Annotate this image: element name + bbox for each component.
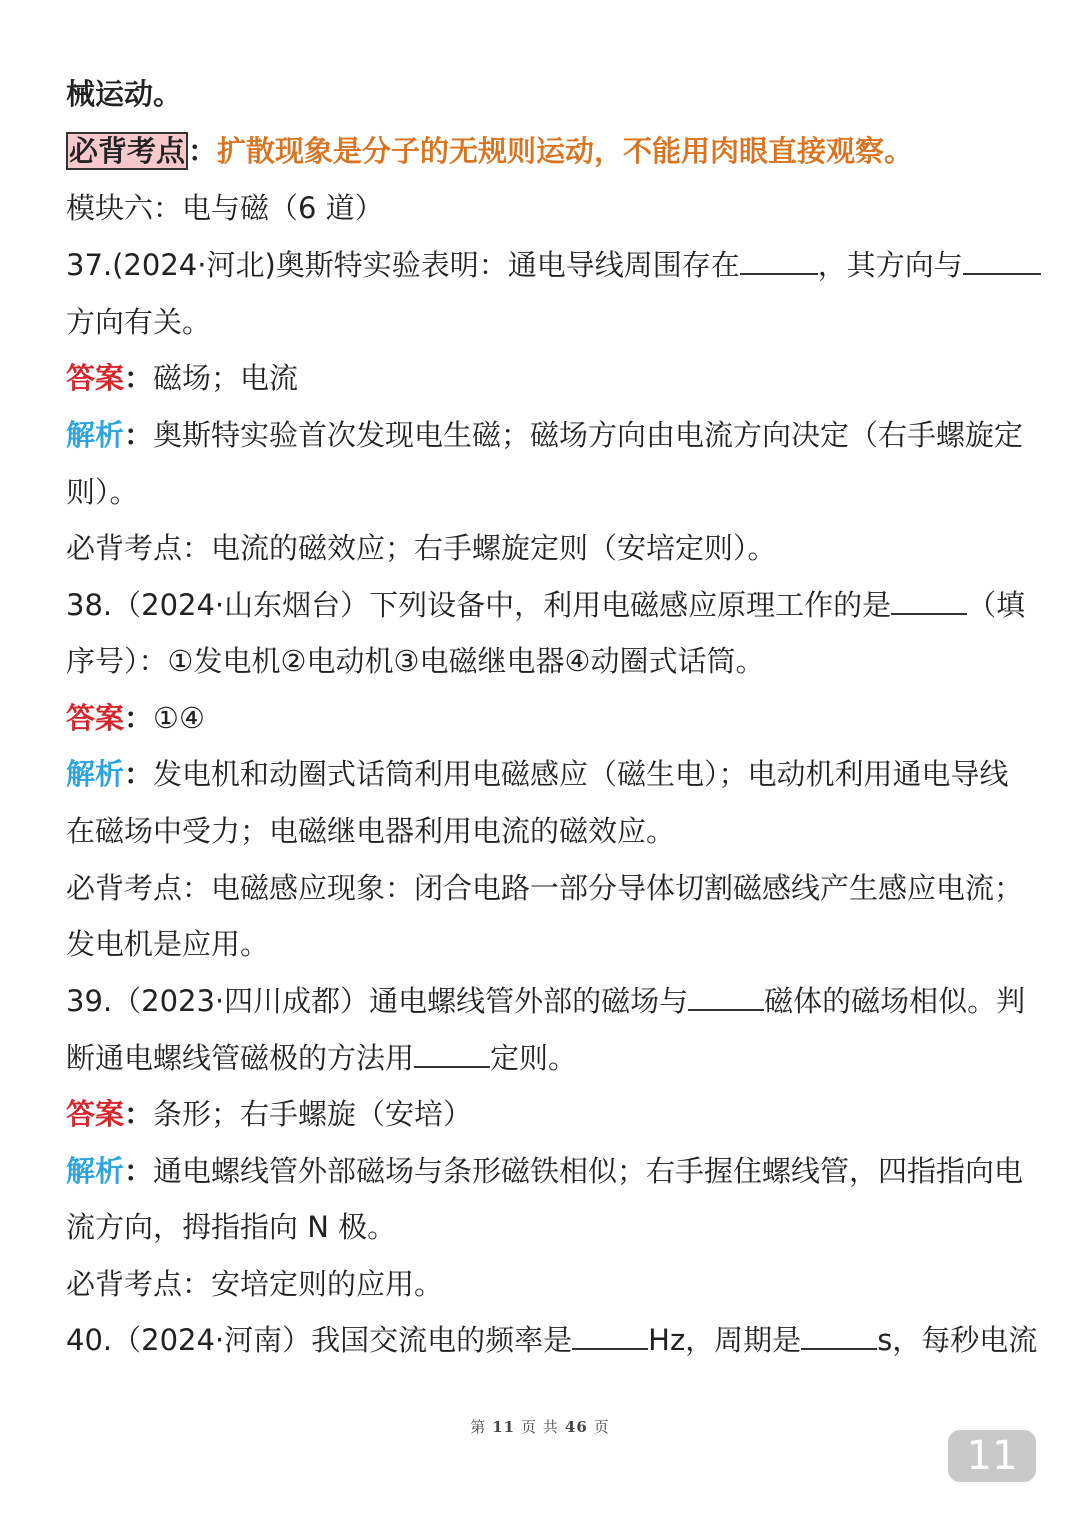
key-point-39: 必背考点：安培定则的应用。 <box>66 1267 444 1301</box>
explanation-39: 解析：通电螺线管外部磁场与条形磁铁相似；右手握住螺线管，四指指向电 <box>66 1154 1024 1188</box>
answer-blank <box>740 247 818 275</box>
answer-39: 答案：条形；右手螺旋（安培） <box>66 1097 473 1131</box>
text-line: 械运动。 <box>66 77 183 111</box>
question-39: 39.（2023·四川成都）通电螺线管外部的磁场与 磁体的磁场相似。判 <box>66 984 1026 1018</box>
page-footer: 第 11 页 共 46 页 <box>470 1418 610 1436</box>
key-point-line: 必背考点 ：扩散现象是分子的无规则运动，不能用肉眼直接观察。 <box>66 131 1016 171</box>
answer-blank <box>801 1322 877 1350</box>
answer-blank <box>963 247 1041 275</box>
answer-blank <box>688 983 764 1011</box>
answer-38: 答案：①④ <box>66 701 206 735</box>
answer-blank <box>891 587 967 615</box>
explanation-37: 解析：奥斯特实验首次发现电生磁；磁场方向由电流方向决定（右手螺旋定 <box>66 418 1024 452</box>
answer-37: 答案：磁场；电流 <box>66 361 299 395</box>
question-39-cont: 断通电螺线管磁极的方法用 定则。 <box>66 1041 578 1075</box>
explanation-37-cont: 则）。 <box>66 475 139 509</box>
key-point-38-cont: 发电机是应用。 <box>66 927 270 961</box>
question-38-cont: 序号）：①发电机②电动机③电磁继电器④动圈式话筒。 <box>66 644 765 678</box>
question-37-cont: 方向有关。 <box>66 305 212 339</box>
answer-blank <box>572 1322 648 1350</box>
key-point-label: 必背考点 <box>66 132 188 170</box>
explanation-39-cont: 流方向，拇指指向 N 极。 <box>66 1210 397 1244</box>
explanation-38-cont: 在磁场中受力；电磁继电器利用电流的磁效应。 <box>66 814 676 848</box>
page-number-badge: 11 <box>948 1430 1036 1482</box>
explanation-38: 解析：发电机和动圈式话筒利用电磁感应（磁生电）；电动机利用通电导线 <box>66 757 1009 791</box>
module-heading: 模块六：电与磁（6 道） <box>66 191 384 225</box>
question-37: 37.(2024·河北)奥斯特实验表明：通电导线周围存在 ，其方向与 <box>66 245 1016 285</box>
key-point-38: 必背考点：电磁感应现象：闭合电路一部分导体切割磁感线产生感应电流； <box>66 871 1024 905</box>
answer-blank <box>414 1040 490 1068</box>
question-40: 40.（2024·河南）我国交流电的频率是 Hz，周期是 s，每秒电流 <box>66 1323 1038 1357</box>
question-38: 38.（2024·山东烟台）下列设备中，利用电磁感应原理工作的是 （填 <box>66 588 1026 622</box>
key-point-37: 必背考点：电流的磁效应；右手螺旋定则（安培定则）。 <box>66 531 777 565</box>
